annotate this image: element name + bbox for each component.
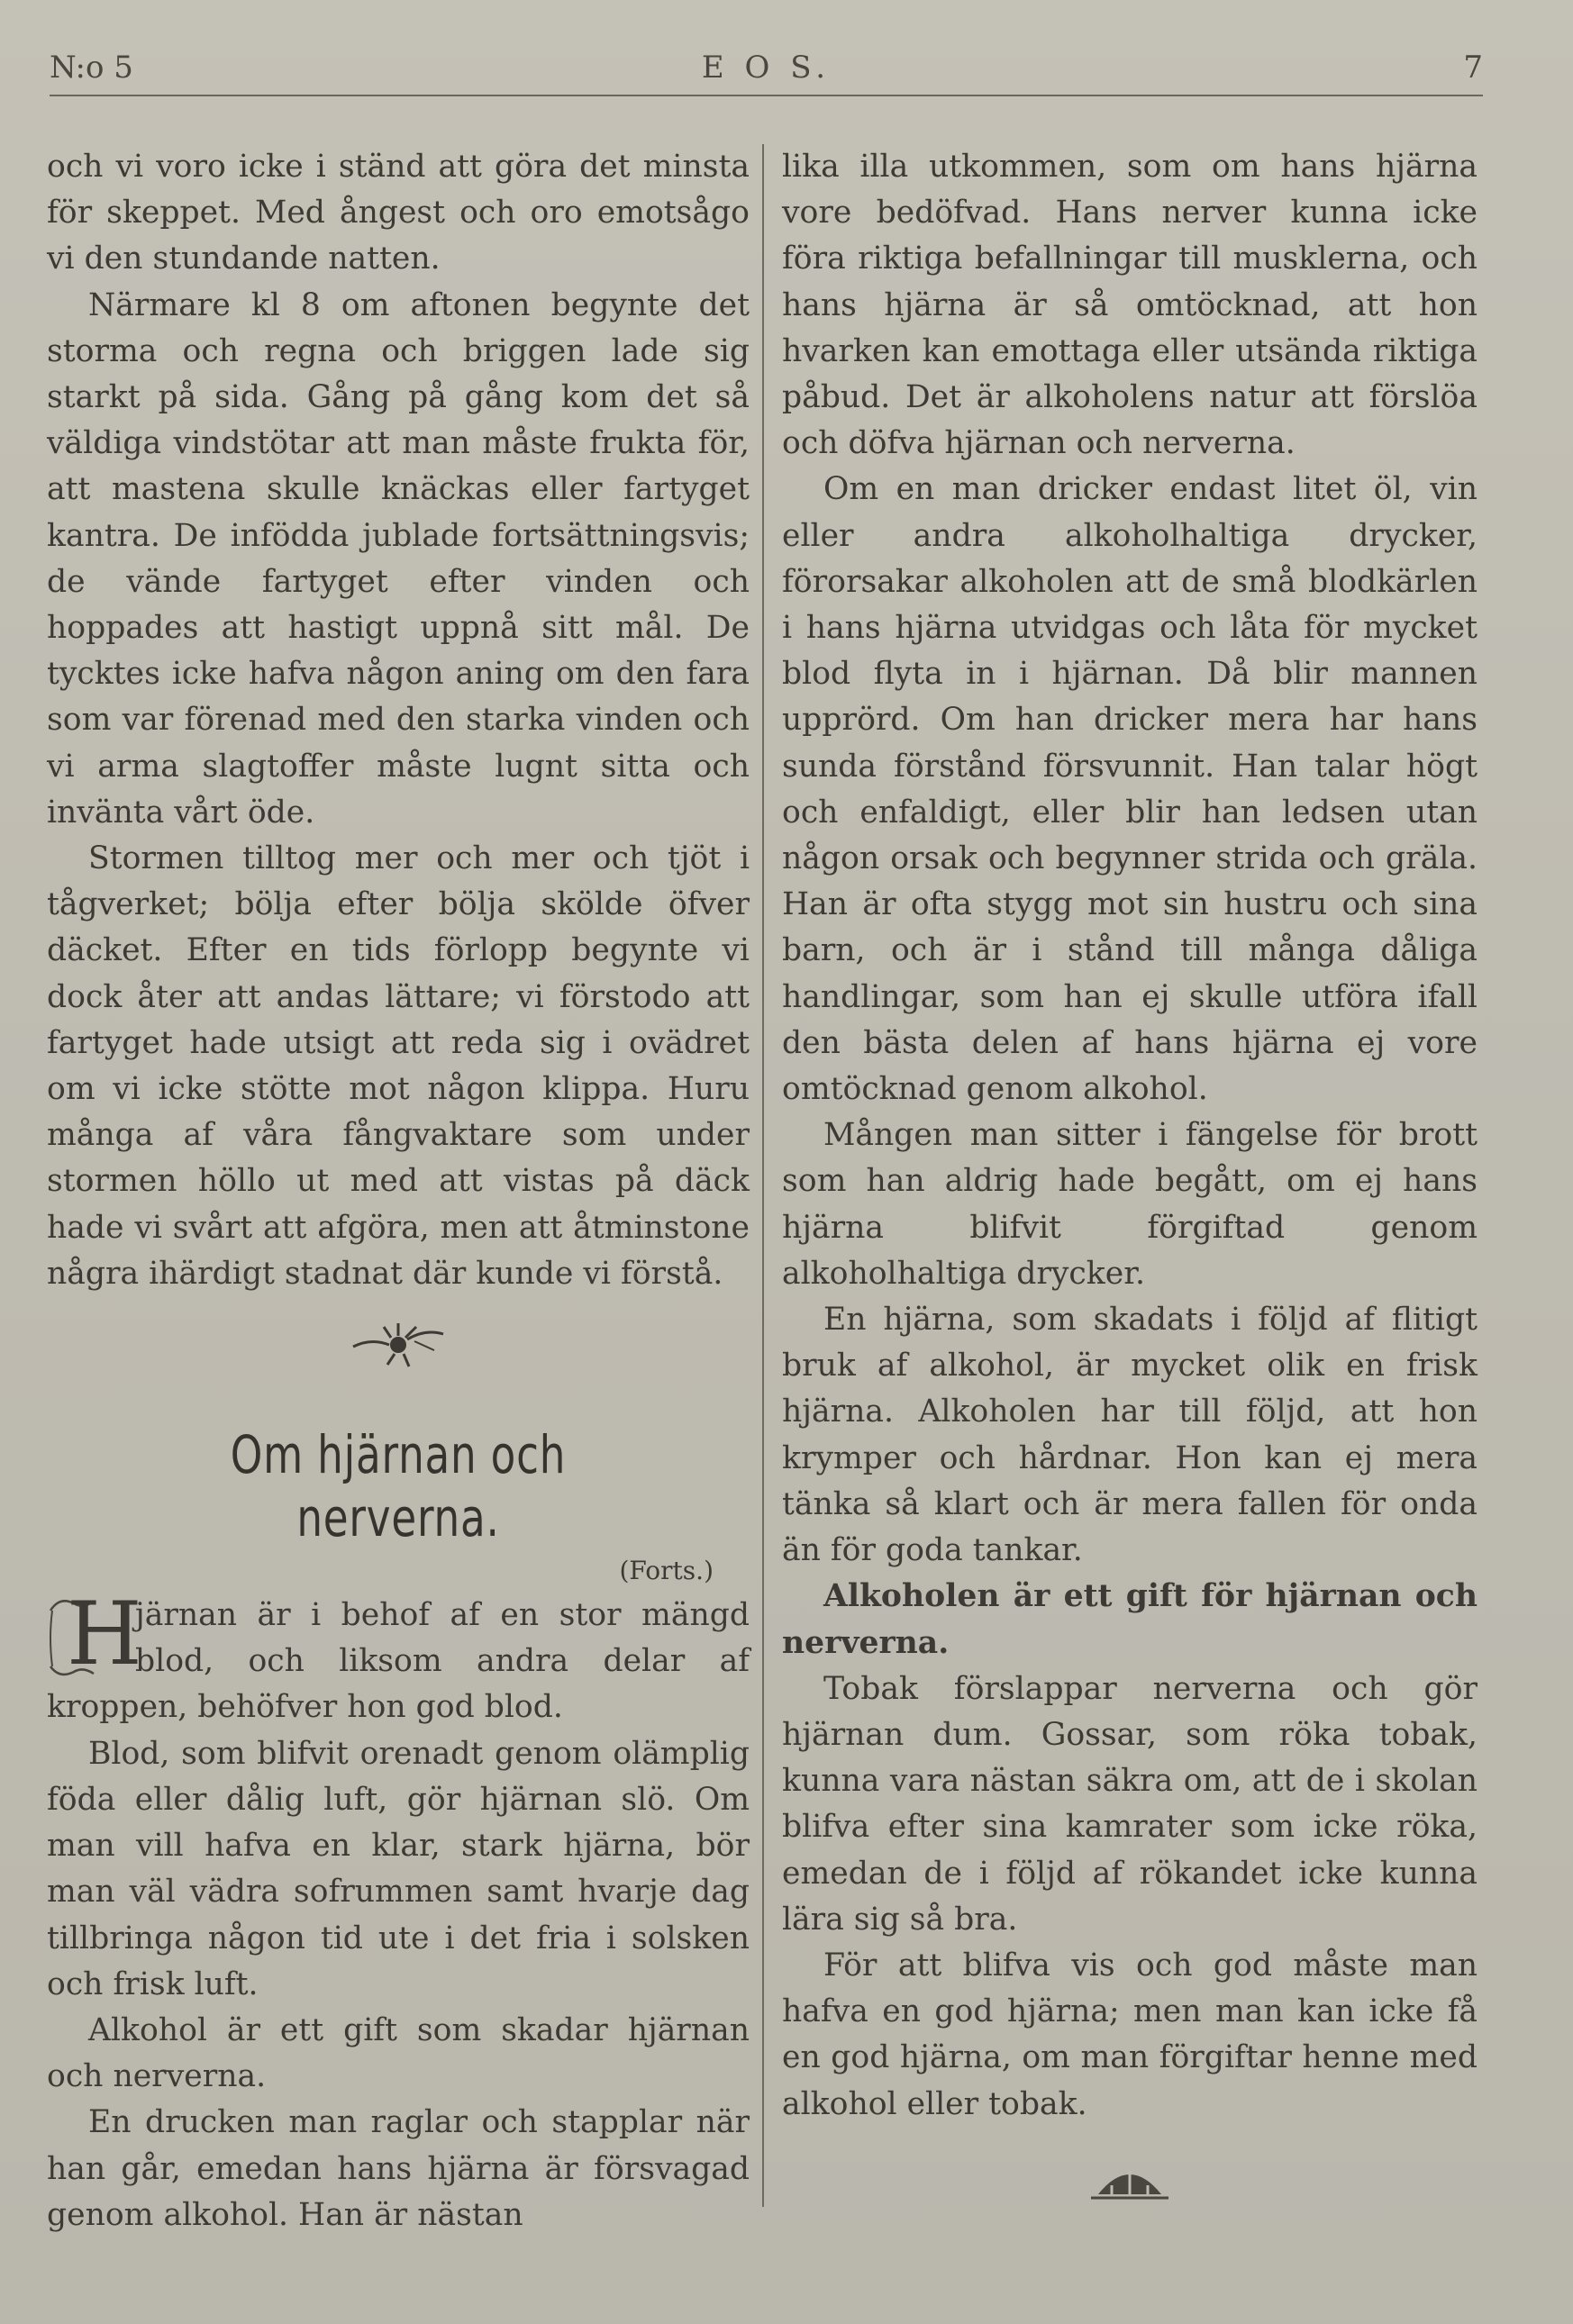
page-number: 7 — [1463, 50, 1483, 86]
paragraph: och vi voro icke i ständ att göra det minsta för skeppet. Med ångest och oro emotsågo vi den stundande natten. — [47, 149, 750, 277]
paragraph: Alkohol är ett gift som skadar hjärnan och nerverna. — [47, 2011, 750, 2095]
bold-paragraph: Alkoholen är ett gift för hjärnan och nerverna. — [782, 1578, 1478, 1661]
paragraph: Stormen tilltog mer och mer och tjöt i tågverket; bölja efter bölja sköldе öfver däcket. Efter en tids förlopp begynte vi dock åter att andas lättare; vi förstodo att fartyget hade utsigt att reda sig i ovädret om vi icke stötte mot någon klippa. Huru många af våra fångvaktare som under stormen höllo ut med att vistas på däck hade vi svårt att afgöra, men att åtminstone några ihärdigt stadnat där kunde vi förstå. — [47, 840, 750, 1292]
paragraph: Blod, som blifvit orenadt genom olämplig föda eller dålig luft, gör hjärnan slö. Om man vill hafva en klar, stark hjärna, bör man väl vädra sofrummen samt hvarje dag tillbringa någon tid ute i det fria i solsken och frisk luft. — [47, 1735, 750, 2002]
continued-note: (Forts.) — [619, 1556, 714, 1586]
paragraph: Närmare kl 8 om aftonen begynte det storma och regna och briggen lade sig starkt på sida. Gång på gång kom det så väldiga vindstötar att man måste frukta för, att mastena skulle knäckas eller fartyget kantra. De infödda jublade fortsättningsvis; de vände fartyget efter vinden och hoppades att hastigt uppnå sitt mål. De tycktes icke hafva någon aning om den fara som var förenad med den starka vinden och vi arma slagtoffer måste lugnt sitta och invänta vårt öde. — [47, 286, 750, 831]
issue-number: N:o 5 — [50, 50, 133, 86]
page-header — [50, 50, 1483, 96]
left-column — [47, 144, 750, 2238]
paragraph: Om en man dricker endast litet öl, vin eller andra alkoholhaltiga drycker, förorsakar alkoholen att de små blodkärlen i hans hjärna utvidgas och låta för mycket blod flyta in i hjärnan. Då blir mannen upprörd. Om han dricker mera har hans sunda förstånd försvunnit. Han talar högt och enfaldigt, eller blir han ledsen utan någon orsak och begynner strida och gräla. Han är ofta stygg mot sin hustru och sina barn, och är i stånd till många dåliga handlingar, som han ej skulle utföra ifall den bästa delen af hans hjärna ej vore omtöcknad genom alkohol. — [782, 471, 1478, 1108]
flower-ornament-icon — [47, 1297, 750, 1387]
drop-cap-ornament-icon — [47, 1584, 142, 1685]
right-column — [782, 144, 1478, 2217]
paragraph: lika illa utkommen, som om hans hjärna vore bedöfvad. Hans nerver kunna icke föra riktiga befallningar till musklerna, och hans hjärna är så omtöcknad, att hon hvarken kan emottaga eller utsända riktiga påbud. Det är alkoholens natur att förslöa och döfva hjärnan och nerverna. — [782, 149, 1478, 462]
first-paragraph — [47, 1584, 750, 1731]
end-ornament-icon — [782, 2158, 1478, 2217]
section-title: Om hjärnan och nerverna. — [230, 1424, 567, 1549]
paragraph: För att blifva vis och god måste man hafva en god hjärna; men man kan icke få en god hjärna, om man förgiftar henne med alkohol eller tobak. — [782, 1947, 1478, 2122]
drop-cap-letter: H — [67, 1584, 142, 1685]
column-divider — [762, 144, 764, 2207]
paragraph: Mången man sitter i fängelse för brott som han aldrig hade begått, om ej hans hjärna blifvit förgiftad genom alkoholhaltiga drycker. — [782, 1117, 1478, 1292]
paragraph: En hjärna, som skadats i följd af flitigt bruk af alkohol, är mycket olik en frisk hjärna. Alkoholen har till följd, att hon krymper och hårdnar. Hon kan ej mera tänka så klart och är mera fallen för onda än för goda tankar. — [782, 1302, 1478, 1569]
paragraph: järnan är i behof af en stor mängd blod, och liksom andra delar af kroppen, behöfver hon god blod. — [47, 1597, 750, 1726]
paragraph: En drucken man raglar och stapplar när han går, emedan hans hjärna är försvagad genom alkohol. Han är nästan — [47, 2104, 750, 2233]
paragraph: Tobak förslappar nerverna och gör hjärnan dum. Gossar, som röka tobak, kunna vara nästan säkra om, att de i skolan blifva efter sina kamrater som icke röka, emedan de i följd af rökandet icke kunna lära sig så bra. — [782, 1670, 1478, 1938]
publication-title: E O S. — [701, 50, 832, 86]
